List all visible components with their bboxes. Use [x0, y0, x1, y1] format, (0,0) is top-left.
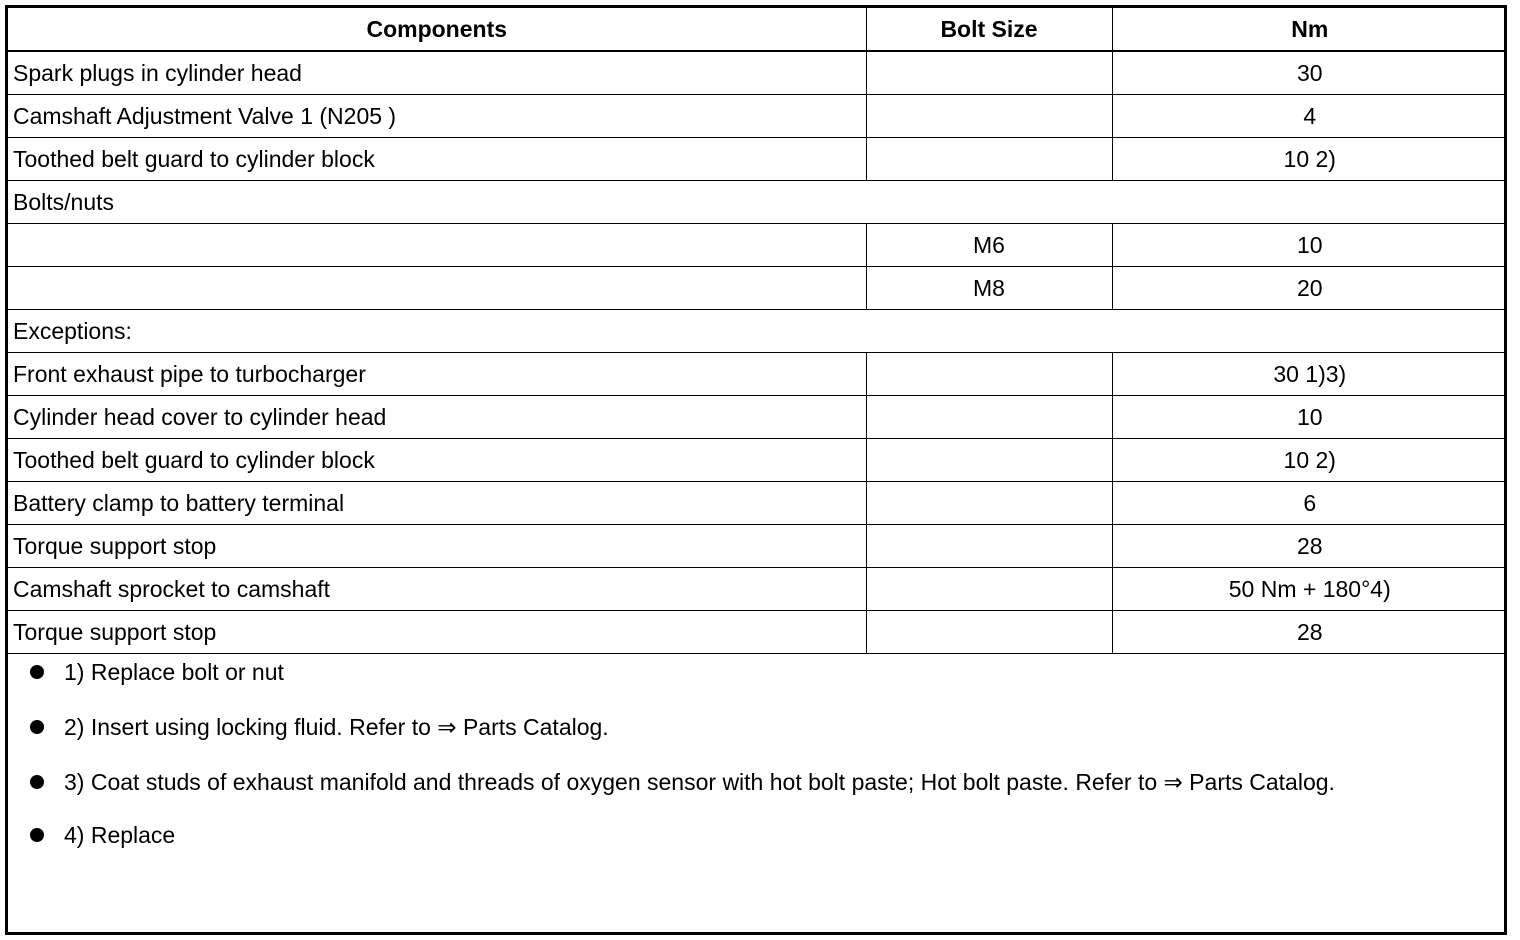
- cell-bolt-size: [866, 95, 1112, 138]
- cell-nm: 20: [1112, 267, 1507, 310]
- table-header-row: [8, 8, 1507, 51]
- cell-bolt-size: [866, 611, 1112, 654]
- header-nm: Nm: [1112, 8, 1507, 51]
- cell-bolt-size: [866, 439, 1112, 482]
- cell-bolt-size: [866, 138, 1112, 181]
- cell-nm: 10: [1112, 396, 1507, 439]
- cell-component: Camshaft Adjustment Valve 1 (N205 ): [8, 95, 866, 138]
- cell-bolt-size: [866, 482, 1112, 525]
- footnote-text: 3) Coat studs of exhaust manifold and threads of oxygen sensor with hot bolt paste; Hot bolt paste. Refer to ⇒ Parts Catalog.: [64, 768, 1335, 795]
- cell-bolt-size: M8: [866, 267, 1112, 310]
- cell-component: [8, 267, 866, 310]
- cell-nm: 6: [1112, 482, 1507, 525]
- cell-component: Toothed belt guard to cylinder block: [8, 439, 866, 482]
- footnote-item: [30, 657, 284, 687]
- cell-component: Battery clamp to battery terminal: [8, 482, 866, 525]
- cell-component: Camshaft sprocket to camshaft: [8, 568, 866, 611]
- cell-nm: 10 2): [1112, 439, 1507, 482]
- table-row: [8, 51, 1507, 95]
- cell-component: Torque support stop: [8, 525, 866, 568]
- cell-bolt-size: [866, 51, 1112, 95]
- cell-bolt-size: [866, 353, 1112, 396]
- section-label-bolts-nuts: Bolts/nuts: [8, 181, 1507, 224]
- table-row: [8, 224, 1507, 267]
- table-row: [8, 611, 1507, 654]
- footnote-text: 2) Insert using locking fluid. Refer to ⇒ Parts Catalog.: [64, 713, 609, 740]
- cell-nm: 50 Nm + 180°4): [1112, 568, 1507, 611]
- cell-nm: 28: [1112, 525, 1507, 568]
- table-row: [8, 568, 1507, 611]
- cell-nm: 30: [1112, 51, 1507, 95]
- cell-component: Spark plugs in cylinder head: [8, 51, 866, 95]
- cell-bolt-size: [866, 568, 1112, 611]
- table-row: [8, 353, 1507, 396]
- cell-bolt-size: M6: [866, 224, 1112, 267]
- cell-component: Torque support stop: [8, 611, 866, 654]
- table-row: [8, 439, 1507, 482]
- bullet-icon: [30, 665, 44, 679]
- table-row: [8, 267, 1507, 310]
- torque-spec-table: [8, 8, 1507, 654]
- footnote-text: 1) Replace bolt or nut: [64, 658, 284, 685]
- footnote-item: [30, 820, 175, 850]
- table-row: [8, 396, 1507, 439]
- table-row: [8, 95, 1507, 138]
- section-row: [8, 310, 1507, 353]
- section-row: [8, 181, 1507, 224]
- bullet-icon: [30, 720, 44, 734]
- cell-bolt-size: [866, 396, 1112, 439]
- header-bolt-size: Bolt Size: [866, 8, 1112, 51]
- footnote-item: [30, 767, 1335, 797]
- header-components: Components: [8, 8, 866, 51]
- cell-nm: 10: [1112, 224, 1507, 267]
- table-row: [8, 482, 1507, 525]
- cell-nm: 28: [1112, 611, 1507, 654]
- cell-nm: 4: [1112, 95, 1507, 138]
- bullet-icon: [30, 775, 44, 789]
- footnote-item: [30, 712, 609, 742]
- cell-nm: 30 1)3): [1112, 353, 1507, 396]
- bullet-icon: [30, 828, 44, 842]
- footnote-text: 4) Replace: [64, 821, 176, 848]
- cell-component: Toothed belt guard to cylinder block: [8, 138, 866, 181]
- cell-component: Cylinder head cover to cylinder head: [8, 396, 866, 439]
- section-label-exceptions: Exceptions:: [8, 310, 1507, 353]
- document-frame: [5, 5, 1507, 935]
- cell-bolt-size: [866, 525, 1112, 568]
- cell-component: [8, 224, 866, 267]
- cell-component: Front exhaust pipe to turbocharger: [8, 353, 866, 396]
- table-row: [8, 138, 1507, 181]
- table-row: [8, 525, 1507, 568]
- cell-nm: 10 2): [1112, 138, 1507, 181]
